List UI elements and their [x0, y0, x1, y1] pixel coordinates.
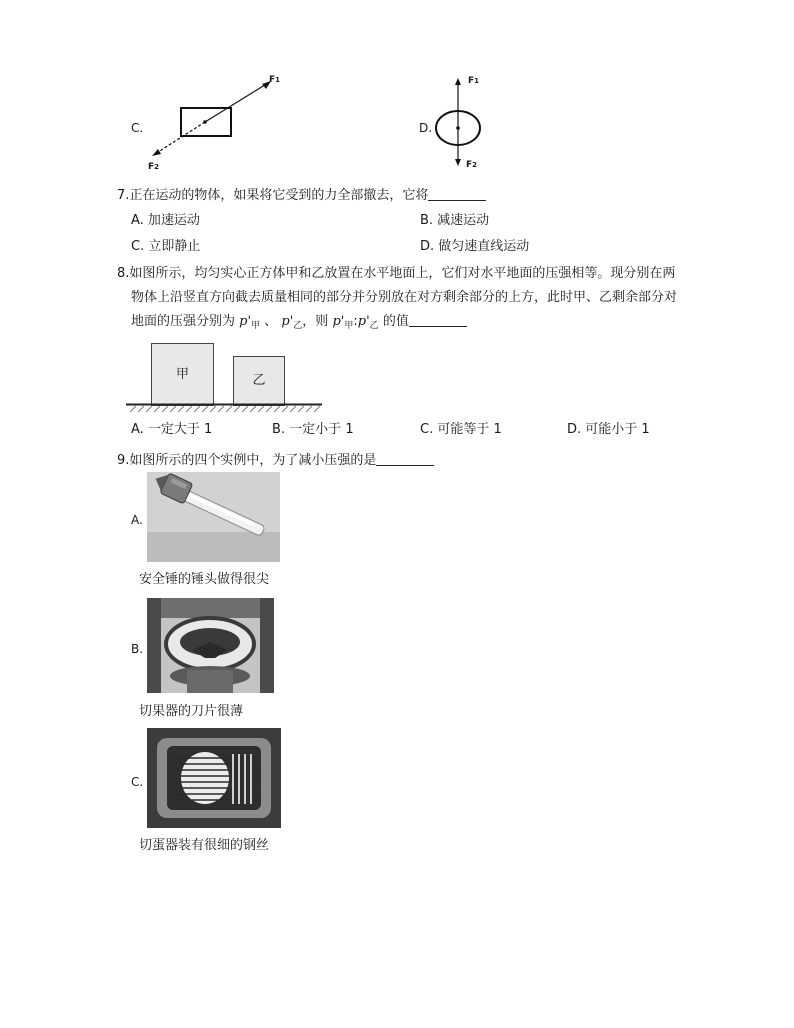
q6-c-f2-label: F2: [148, 162, 160, 172]
force-f1-arrowhead: [455, 78, 461, 85]
q8-stem-line1: [117, 265, 675, 283]
sub-jia: 甲: [251, 321, 261, 331]
hammer-image: [147, 472, 280, 562]
q9-option-b-label[interactable]: B.: [131, 642, 144, 656]
q8-stem-line2: 物体上沿竖直方向截去质量相同的部分并分别放在对方剩余部分的上方，此时甲、乙剩余部分对: [131, 290, 678, 305]
q7-option-c[interactable]: C. 立即静止: [131, 239, 201, 254]
q8-option-c[interactable]: C. 可能等于 1: [420, 422, 502, 437]
cube-jia-label: 甲: [175, 367, 189, 382]
safety-hammer-photo[interactable]: [147, 472, 280, 562]
q6-diagram-c: [145, 72, 285, 177]
q9-stem-text: 如图所示的四个实例中，为了减小压强的是: [129, 453, 377, 468]
sub-yi: 乙: [369, 321, 379, 331]
q7-option-a[interactable]: A. 加速运动: [131, 213, 200, 228]
q6-option-d-label: D.: [419, 121, 433, 135]
q6-diagram-d: [432, 72, 492, 172]
ratio-colon: :: [353, 314, 358, 329]
q9-stem: [117, 452, 434, 470]
egg-slicer-photo[interactable]: [147, 728, 281, 828]
q6-option-c-label: C.: [131, 121, 144, 135]
q8-number: 8.: [117, 266, 130, 281]
sub-jia: 甲: [344, 321, 354, 331]
force-f1-line: [205, 83, 268, 122]
center-dot: [203, 120, 207, 124]
q8-option-b[interactable]: B. 一定小于 1: [272, 422, 354, 437]
q7-option-d[interactable]: D. 做匀速直线运动: [420, 239, 530, 254]
p-prime-symbol: p': [357, 314, 370, 329]
q9-number: 9.: [117, 453, 130, 468]
q9-option-b-caption: 切果器的刀片很薄: [139, 704, 244, 719]
q8-option-d[interactable]: D. 可能小于 1: [567, 422, 650, 437]
sub-yi: 乙: [293, 321, 303, 331]
fruit-cutter-photo[interactable]: [147, 598, 274, 693]
q9-option-a-caption: 安全锤的锤头做得很尖: [139, 572, 270, 587]
separator: 、: [264, 314, 278, 329]
q6-d-f1-label: F1: [468, 76, 480, 86]
cube-jia: [151, 343, 214, 406]
q6-c-f1-label: F1: [269, 75, 281, 85]
ground-surface: [126, 403, 322, 413]
q9-option-c-caption: 切蛋器装有很细的钢丝: [139, 838, 270, 853]
cube-yi: [233, 356, 285, 406]
q8-answer-blank[interactable]: [409, 313, 467, 327]
center-dot: [456, 126, 460, 130]
q8-line1-text: 如图所示，均匀实心正方体甲和乙放置在水平地面上，它们对水平地面的压强相等。现分别在两: [129, 266, 676, 281]
p-prime-symbol: p': [281, 314, 294, 329]
force-f2-arrowhead: [455, 159, 461, 166]
q8-line3-suffix: 的值: [382, 314, 409, 329]
q7-answer-blank[interactable]: [428, 187, 486, 201]
q8-stem-line3: [131, 313, 467, 335]
q9-option-c-label[interactable]: C.: [131, 775, 144, 789]
q9-option-a-label[interactable]: A.: [131, 513, 143, 527]
q8-option-a[interactable]: A. 一定大于 1: [131, 422, 213, 437]
cube-yi-label: 乙: [252, 373, 266, 388]
separator: ，则: [302, 314, 329, 329]
fruit-cutter-image: [147, 598, 274, 693]
force-f2-arrowhead: [152, 149, 161, 156]
q7-stem: [117, 187, 486, 205]
q6-d-f2-label: F2: [466, 160, 478, 170]
q7-option-b[interactable]: B. 减速运动: [420, 213, 490, 228]
p-prime-symbol: p': [332, 314, 345, 329]
q8-line3-prefix: 地面的压强分别为: [131, 314, 236, 329]
p-prime-symbol: p': [239, 314, 252, 329]
q9-answer-blank[interactable]: [376, 452, 434, 466]
q7-stem-text: 正在运动的物体，如果将它受到的力全部撤去，它将: [129, 188, 429, 203]
egg-slicer-image: [147, 728, 281, 828]
q7-number: 7.: [117, 188, 130, 203]
